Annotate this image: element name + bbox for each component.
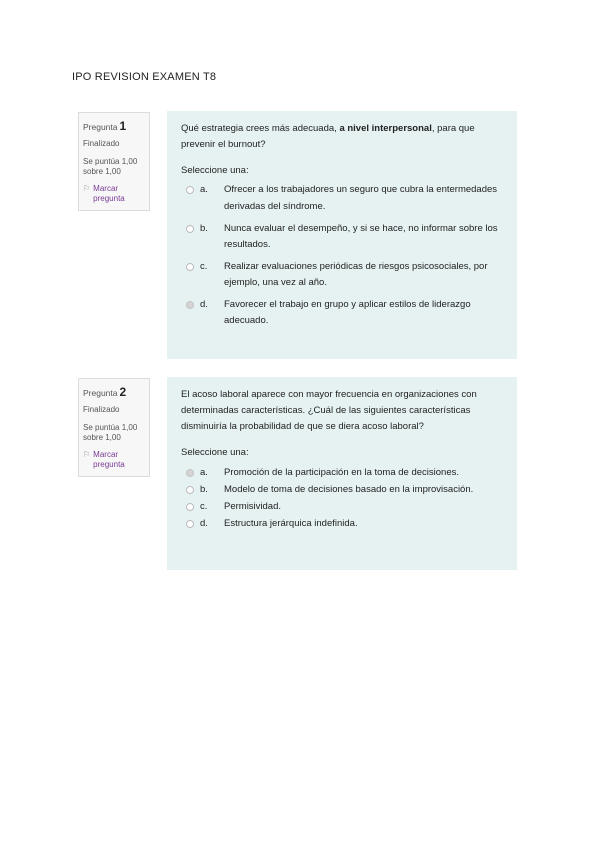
question-info-panel: [78, 112, 150, 211]
question-text: El acoso laboral aparece con mayor frecuencia en organizaciones con determinadas características. ¿Cuál de las siguientes características disminuiría la probabilidad de que se diera acoso laboral?: [181, 389, 477, 433]
answer-text: Favorecer el trabajo en grupo y aplicar estilos de liderazgo adecuado.: [224, 299, 471, 327]
answer-option-c[interactable]: [181, 499, 505, 515]
answer-option-d[interactable]: [181, 516, 505, 532]
radio-button-selected[interactable]: [186, 301, 194, 309]
question-info-panel: [78, 378, 150, 477]
answer-text: Permisividad.: [224, 500, 282, 512]
answer-letter: d.: [200, 517, 208, 529]
radio-button[interactable]: [186, 503, 194, 511]
answer-letter: c.: [200, 500, 208, 512]
question-number: 1: [119, 119, 127, 133]
answer-prompt: Seleccione una:: [181, 447, 249, 459]
flag-icon: ⚐: [83, 450, 91, 459]
question-content: [167, 377, 517, 570]
answer-option-b[interactable]: [181, 482, 505, 498]
radio-button[interactable]: [186, 225, 194, 233]
document-title: IPO REVISION EXAMEN T8: [72, 71, 217, 83]
question-text-part: Qué estrategia crees más adecuada,: [181, 123, 340, 134]
answer-option-c[interactable]: [181, 259, 505, 291]
flag-question-label: Marcar pregunta: [93, 450, 125, 469]
answer-option-d[interactable]: [181, 297, 505, 329]
question-grade: Se puntúa 1,00 sobre 1,00: [83, 423, 138, 442]
question-text: [181, 121, 505, 153]
answer-option-a[interactable]: [181, 182, 505, 214]
answer-text: Nunca evaluar el desempeño, y si se hace, no informar sobre los resultados.: [224, 222, 498, 250]
answer-letter: a.: [200, 184, 208, 196]
flag-icon: ⚐: [83, 184, 91, 193]
answer-letter: d.: [200, 299, 208, 311]
answer-text: Modelo de toma de decisiones basado en la improvisación.: [224, 483, 474, 495]
answer-option-b[interactable]: [181, 221, 505, 253]
answer-letter: a.: [200, 466, 208, 478]
answer-letter: b.: [200, 483, 208, 495]
flag-question-label: Marcar pregunta: [93, 184, 125, 203]
radio-button[interactable]: [186, 186, 194, 194]
radio-button[interactable]: [186, 486, 194, 494]
answer-text: Estructura jerárquica indefinida.: [224, 517, 358, 529]
question-state: Finalizado: [83, 405, 120, 414]
answer-option-a[interactable]: [181, 465, 505, 481]
question-grade: Se puntúa 1,00 sobre 1,00: [83, 157, 138, 176]
radio-button[interactable]: [186, 520, 194, 528]
question-number: 2: [119, 385, 127, 399]
radio-button-selected[interactable]: [186, 469, 194, 477]
answer-text: Promoción de la participación en la toma de decisiones.: [224, 466, 459, 478]
flag-question-link[interactable]: [83, 184, 149, 204]
radio-button[interactable]: [186, 263, 194, 271]
question-content: [167, 111, 517, 359]
question-text-emphasis: a nivel interpersonal: [339, 123, 432, 134]
answer-letter: c.: [200, 260, 208, 272]
answer-text: Ofrecer a los trabajadores un seguro que cubra la entermedades derivadas del síndrome.: [224, 184, 498, 212]
question-state: Finalizado: [83, 139, 120, 148]
answer-letter: b.: [200, 222, 208, 234]
question-label: Pregunta: [83, 388, 118, 398]
flag-question-link[interactable]: [83, 450, 149, 470]
question-label: Pregunta: [83, 122, 118, 132]
answer-text: Realizar evaluaciones periódicas de riesgos psicosociales, por ejemplo, una vez al año.: [224, 260, 488, 289]
question-text-part: , para que prevenir el burnout?: [181, 123, 475, 151]
answer-prompt: Seleccione una:: [181, 165, 249, 177]
